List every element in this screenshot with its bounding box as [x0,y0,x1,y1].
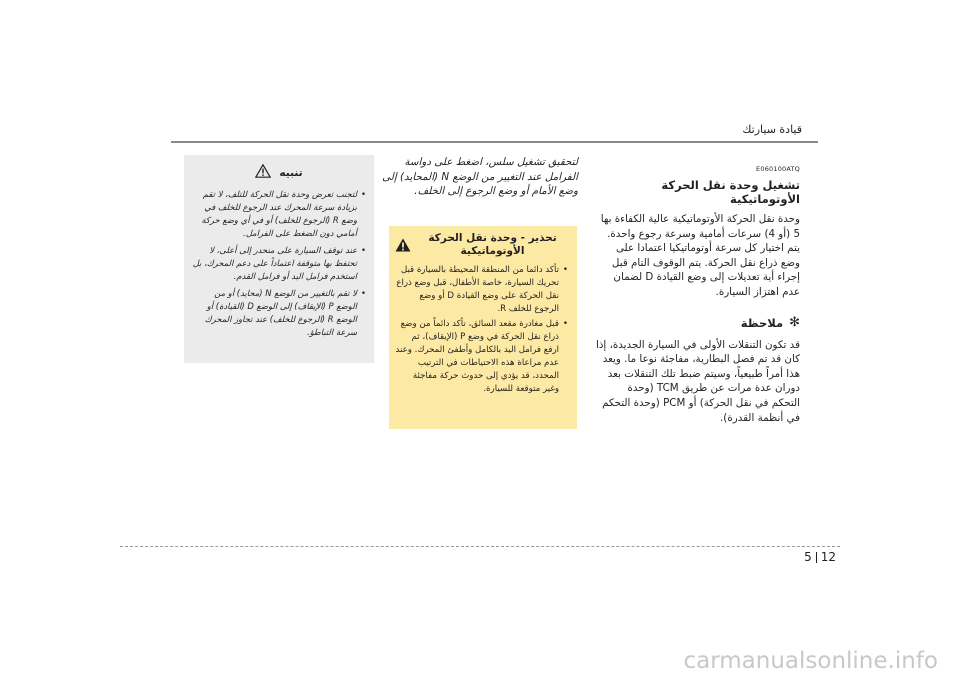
caution-item: • لا تقم بالتغيير من الوضع N (محايد) أو من الوضع P (الإيقاف) إلى الوضع D (القيادة) أو الوضع R (الرجوع للخلف) عند تجاوز المحرك سرعة التباطؤ. [192,287,366,339]
note-title: ملاحظة [740,315,784,330]
page-number [804,550,836,564]
warning-triangle-icon [395,238,411,252]
header-rule [171,141,818,143]
caution-header [192,163,366,182]
caution-triangle-icon [255,163,271,182]
asterisk-icon: ✻ [789,315,800,331]
note-body: قد تكون التنقلات الأولى في السيارة الجديدة، إذا كان قد تم فصل البطارية، مفاجئة نوعا ما. ويعد هذا أمراً طبيعياً، وسيتم ضبط تلك التنقلات بعد دوران عدة مرات عن طريق TCM (وحدة التحكم في نقل الحركة) أو PCM (وحدة التحكم في أنظمة القدرة). [595,338,800,424]
caution-item: • عند توقف السيارة على منحدر إلى أعلى، لا تحتفظ بها متوقفة اعتماداً على دعم المحرك، بل استخدم فرامل اليد أو فرامل القدم. [192,244,366,283]
section-title: تشغيل وحدة نقل الحركة الأوتوماتيكية [661,178,800,206]
middle-column [380,155,578,199]
warning-item: • قبل مغادرة مقعد السائق، تأكد دائماً من وضع ذراع نقل الحركة في وضع P (الإيقاف)، ثم ارفع فرامل اليد بالكامل وأطفئ المحرك. وعند عدم مراعاة هذه الاحتياطات في الترتيب المحدد، قد يؤدي إلى حدوث حركة مفاجئة وغير متوقعة للسيارة. [395,318,568,396]
warning-title: تحذير - وحدة نقل الحركة الأوتوماتيكية [428,232,557,257]
caution-box [184,155,374,363]
section-body: وحدة نقل الحركة الأوتوماتيكية عالية الكفاءة بها 5 (أو 4) سرعات أمامية وسرعة رجوع واحدة. يتم اختيار كل سرعة أوتوماتيكيا اعتمادا على وضع ذراع نقل الحركة. يتم الوقوف التام قبل إجراء أية تعديلات إلى وضع القيادة D لضمان عدم اهتزاز السيارة. [600,213,800,298]
right-column [596,155,800,425]
warning-list [395,264,568,396]
note-heading [596,316,800,330]
chapter-number: 5 [804,550,812,564]
chapter-title: قيادة سيارتك [742,123,802,136]
warning-box [389,226,577,429]
section-code: E060100ATQ [756,165,800,173]
caution-list [192,188,366,339]
page-index: 12 [820,550,836,564]
footer-rule [120,546,840,547]
intro-paragraph: لتحقيق تشغيل سلس، اضغط على دواسة الفرامل عند التغيير من الوضع N (المحايد) إلى وضع الأمام أو وضع الرجوع إلى الخلف. [382,156,578,198]
page-number-divider [816,552,817,563]
caution-item: • لتجنب تعرض وحدة نقل الحركة للتلف، لا تقم بزيادة سرعة المحرك عند الرجوع للخلف في وضع R (الرجوع للخلف) أو في أي وضع حركة أمامي دون الضغط على الفرامل. [192,188,366,240]
warning-header [395,232,568,258]
warning-item: • تأكد دائما من المنطقة المحيطة بالسيارة قبل تحريك السيارة، خاصة الأطفال، قبل وضع ذراع نقل الحركة على وضع القيادة D أو وضع الرجوع للخلف R. [395,264,568,316]
caution-title: تنبيه [279,166,303,179]
watermark: carmanualsonline.info [683,648,938,674]
